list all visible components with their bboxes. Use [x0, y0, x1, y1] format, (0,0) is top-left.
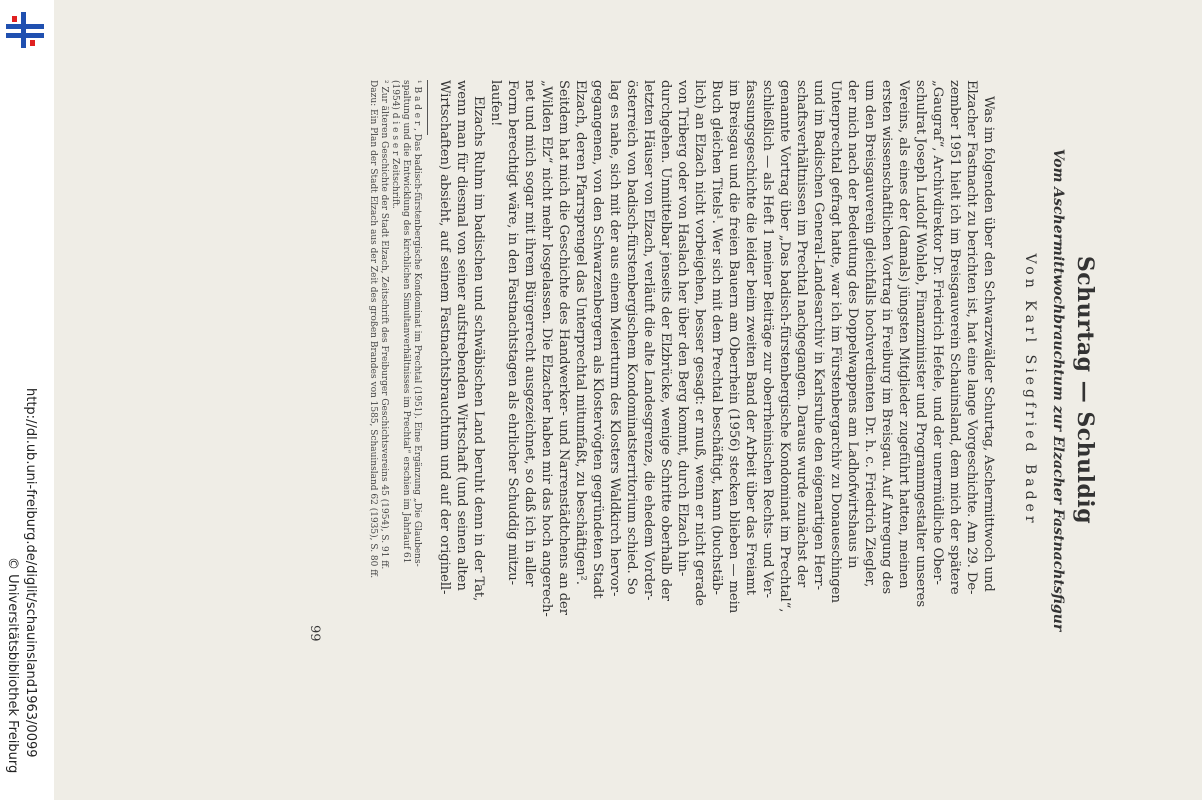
footnote-divider: [427, 80, 428, 135]
article-title: Schurtag — Schuldig: [1072, 255, 1098, 525]
body-line: Vereins, als eines der (damals) jüngsten Mitglieder zugeführt hatten, meinen: [896, 80, 911, 589]
body-line: schaftsverhältnissen im Prechtal nachgegangen. Daraus wurde zunächst der: [794, 80, 809, 588]
body-line: und im Badischen General-Landesarchiv in Karlsruhe den eigenartigen Herr-: [811, 80, 826, 590]
body-line: österreich von badisch-fürstenbergischem Kondominatsterritorium schied. So: [624, 80, 639, 595]
body-line: fassungsgeschichte die leider beim zweiten Band der Arbeit über das Freiamt: [743, 80, 758, 595]
body-line: schulrat Joseph Ludolf Wohleb, Finanzminister und Programmgestalter unseres: [913, 80, 928, 608]
body-line: Unterprechtal gefragt hatte, war ich im Fürstenbergarchiv zu Donaueschingen: [828, 80, 843, 603]
footnote-line: spaltung und die Entwicklung des kirchlichen Simultanverhältnisses im Prechtal“ erschien im Jahrlauf 61: [401, 80, 411, 564]
page-number: 99: [307, 625, 322, 642]
article-author: Von Karl Siegfried Bader: [1022, 253, 1038, 527]
article-subtitle: Vom Aschermittwochbrauchtum zur Elzacher Fastnachtsfigur: [1050, 148, 1066, 632]
body-line: net und mich sogar mit ihrem Bürgerrecht ausgezeichnet, so daß ich in aller: [522, 80, 537, 587]
footnote-line: (1954) d i e s e r Zeitschrift.: [390, 80, 400, 209]
copyright-notice: © Universitätsbibliothek Freiburg: [5, 557, 20, 774]
footnote-line: ¹ B a d e r , Das badisch-fürstenbergische Kondominat im Prechtal (1951). Eine Ergänzung „Die Glaubens-: [412, 80, 422, 567]
body-line: schließlich — als Heft 1 meiner Beiträge zur oberrheinischen Rechts- und Ver-: [760, 80, 775, 599]
rotated-page-content: [122, 40, 1202, 740]
footnote-line: ² Zur älteren Geschichte der Stadt Elzach, Zeitschrift des Freiburger Geschichtsvereins 45 (1954), S. 91 ff.: [379, 80, 389, 570]
body-line: um den Breisgauverein gleichfalls hochverdienten Dr. h. c. Friedrich Ziegler,: [862, 80, 877, 588]
body-line: Elzacher Fastnacht zu berichten ist, hat eine lange Vorgeschichte. Am 29. De-: [964, 80, 979, 595]
body-line: lich) an Elzach nicht vorbeigehen, besser gesagt: er muß, wenn er nicht gerade: [692, 80, 707, 606]
scanned-page: [54, 0, 1202, 800]
body-line: Elzach, deren Pfarrsprengel das Unterprechtal mitumfaßt, zu beschäftigen².: [573, 80, 588, 585]
body-line: der mich nach der Bedeutung des Doppelwappens am Ladhofwirtshaus in: [845, 80, 860, 569]
body-line: Wirtschaften) absieht, auf seinem Fastnachtsbrauchtum und auf der originell-: [437, 80, 452, 595]
university-library-logo-icon: [4, 10, 46, 50]
body-line: genannte Vortrag über „Das badisch-fürstenbergische Kondominat im Prechtal“,: [777, 80, 792, 613]
body-line: gegangenen, von den Schwarzenbergern als Klostervögten gegründeten Stadt: [590, 80, 605, 599]
body-line: Seitdem hat mich die Geschichte des Handwerker- und Narrenstädtchens an der: [556, 80, 571, 615]
body-line: im Breisgau und die freien Bauern am Oberrhein (1956) stecken blieben — mein: [726, 80, 741, 614]
footnote-line: Dazu: Ein Plan der Stadt Elzach aus der Zeit des großen Brandes von 1585, Schauinsland 62 (1935), S. 80 ff.: [368, 80, 378, 579]
body-line: letzten Häuser von Elzach, verläuft die alte Landesgrenze, die ehedem Vorder-: [641, 80, 656, 601]
body-line: laufen!: [488, 80, 503, 127]
body-line: Elzachs Ruhm im badischen und schwäbischen Land beruht denn in der Tat,: [471, 96, 486, 602]
document-url-link[interactable]: http://dl.ub.uni-freiburg.de/diglit/schauinsland1963/0099: [23, 388, 38, 758]
body-line: Was im folgenden über den Schwarzwälder Schurtag, Aschermittwoch und: [981, 96, 996, 592]
viewer-sidebar: [0, 0, 54, 800]
body-line: „Gaugraf“, Archivdirektor Dr. Friedrich Hefele, und der unermüdliche Ober-: [930, 80, 945, 585]
body-line: durchgehen. Unmittelbar jenseits der Elzbrücke, wenige Schritte oberhalb der: [658, 80, 673, 601]
body-line: Form berechtigt wäre, in den Fastnachtstagen als ehrlicher Schuddig mitzu-: [505, 80, 520, 586]
body-line: Buch gleichen Titels¹. Wer sich mit dem Prechtal beschäftigt, kann (buchstäb-: [709, 80, 724, 595]
body-line: lag es nahe, sich mit der aus einem Meierturm des Klosters Waldkirch hervor-: [607, 80, 622, 597]
body-line: wenn man für diesmal von seiner aufstrebenden Wirtschaft (und seinen alten: [454, 80, 469, 591]
body-line: von Triberg oder von Haslach her über den Berg kommt, durch Elzach hin-: [675, 80, 690, 577]
body-line: ersten wissenschaftlichen Vortrag in Freiburg im Breisgau. Auf Anregung des: [879, 80, 894, 595]
body-line: zember 1951 hielt ich im Breisgauverein Schauinsland, dem mich der spätere: [947, 80, 962, 595]
body-line: „Wilden Elz“ nicht mehr losgelassen. Die Elzacher haben mir das hoch angerech-: [539, 80, 554, 617]
